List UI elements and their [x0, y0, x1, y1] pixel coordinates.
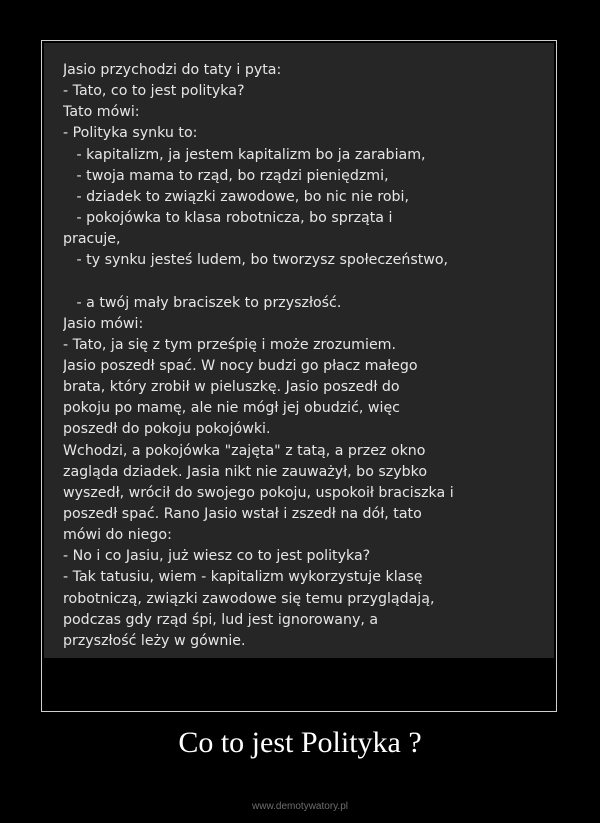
- joke-line: Wchodzi, a pokojówka "zajęta" z tatą, a przez okno: [63, 442, 426, 459]
- joke-line: - ty synku jesteś ludem, bo tworzysz społeczeństwo,: [63, 252, 449, 269]
- joke-line: - Tato, co to jest polityka?: [63, 83, 245, 100]
- poster-caption: Co to jest Polityka ?: [178, 726, 422, 759]
- poster-frame: [41, 40, 557, 712]
- joke-line: - Polityka synku to:: [63, 125, 198, 142]
- joke-line: - Tak tatusiu, wiem - kapitalizm wykorzystuje klasę: [63, 569, 423, 586]
- joke-line: - dziadek to związki zawodowe, bo nic nie robi,: [63, 188, 409, 205]
- joke-line: wyszedł, wrócił do swojego pokoju, uspokoił braciszka i: [63, 484, 454, 501]
- joke-line: poszedł spać. Rano Jasio wstał i zszedł na dół, tato: [63, 505, 422, 522]
- joke-line: Tato mówi:: [63, 104, 140, 121]
- joke-line: podczas gdy rząd śpi, lud jest ignorowany, a: [63, 611, 379, 628]
- joke-line: przyszłość leży w gównie.: [63, 632, 246, 649]
- joke-line: - No i co Jasiu, już wiesz co to jest polityka?: [63, 548, 371, 565]
- joke-line: Jasio poszedł spać. W nocy budzi go płacz małego: [63, 357, 418, 374]
- site-watermark[interactable]: www.demotywatory.pl: [252, 801, 348, 812]
- joke-line: - a twój mały braciszek to przyszłość.: [63, 294, 342, 311]
- joke-line: Jasio mówi:: [63, 315, 144, 332]
- joke-line: Jasio przychodzi do taty i pyta:: [63, 62, 282, 78]
- joke-line: - pokojówka to klasa robotnicza, bo sprząta i: [63, 209, 393, 226]
- joke-line: [63, 271, 554, 292]
- joke-line: brata, który zrobił w pieluszkę. Jasio poszedł do: [63, 379, 400, 396]
- joke-text-panel: [44, 43, 554, 658]
- joke-line: - kapitalizm, ja jestem kapitalizm bo ja zarabiam,: [63, 146, 426, 163]
- joke-line: - Tato, ja się z tym prześpię i może zrozumiem.: [63, 336, 397, 353]
- joke-line: poszedł do pokoju pokojówki.: [63, 421, 271, 438]
- joke-line: - twoja mama to rząd, bo rządzi pieniędzmi,: [63, 167, 389, 184]
- joke-line: mówi do niego:: [63, 527, 172, 544]
- joke-line: pracuje,: [63, 231, 121, 248]
- joke-line: pokoju po mamę, ale nie mógł jej obudzić, więc: [63, 400, 400, 417]
- joke-line: zagląda dziadek. Jasia nikt nie zauważył, bo szybko: [63, 463, 428, 480]
- joke-line: robotniczą, związki zawodowe się temu przyglądają,: [63, 590, 435, 607]
